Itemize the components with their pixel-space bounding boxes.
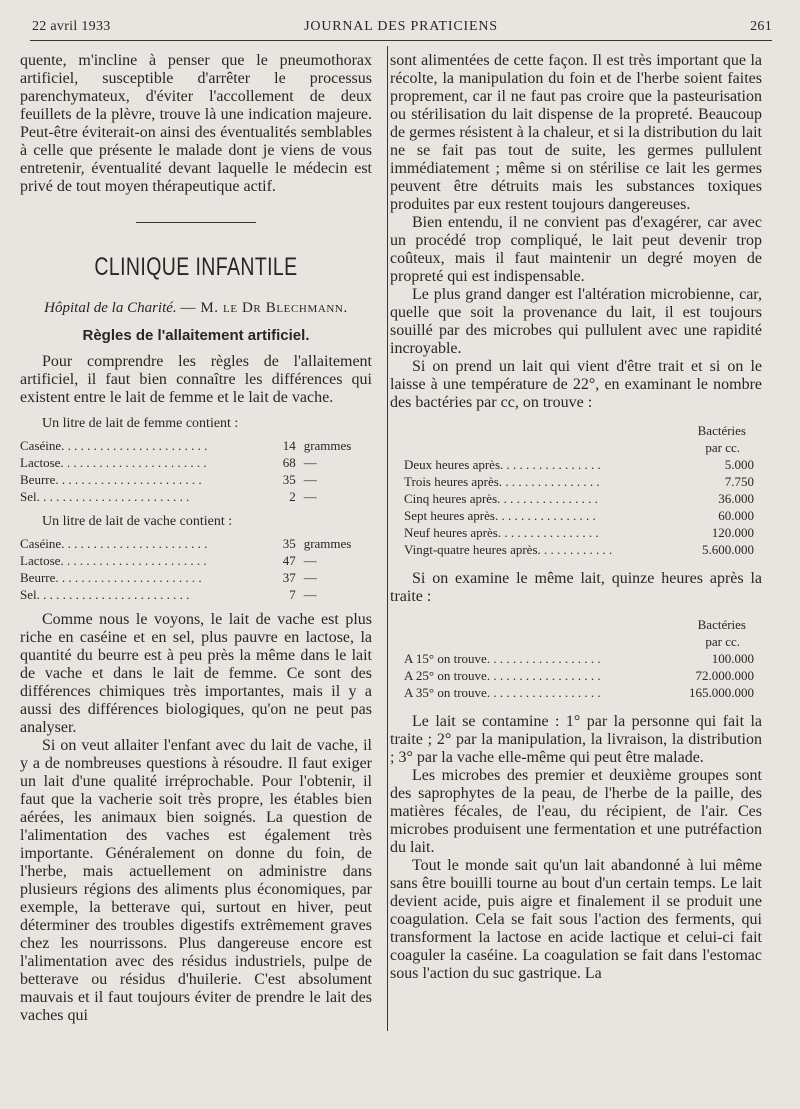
table-row xyxy=(404,507,754,524)
spacer xyxy=(390,558,762,570)
table-row xyxy=(20,471,372,488)
article-title: Règles de l'allaitement artificiel. xyxy=(82,327,310,344)
spacer xyxy=(390,701,762,713)
vache-table-heading: Un litre de lait de vache contient : xyxy=(42,514,233,529)
row-label: Sel xyxy=(20,489,37,504)
author-name: — M. le Dr Blechmann. xyxy=(180,300,348,316)
dot-leader: . . . . . . . . . . . . xyxy=(537,542,613,557)
row-unit: — xyxy=(303,472,317,487)
paragraph: Bien entendu, il ne convient pas d'exagérer, car avec un procédé trop compliqué, le lait peut devenir trop coûteux, mais il faut maintenir un degré moyen de propreté qui est indispensable. xyxy=(390,214,762,285)
row-label: Sept heures après xyxy=(404,508,495,523)
right-column xyxy=(390,52,762,983)
row-label: Caséine xyxy=(20,438,62,453)
table-row xyxy=(404,650,754,667)
vache-composition-table xyxy=(20,535,372,603)
column-subheader: par cc. xyxy=(705,440,740,455)
dot-leader: . . . . . . . . . . . . . . . . . . . . . . . xyxy=(55,472,202,487)
paragraph: Les microbes des premier et deuxième groupes sont des saprophytes de la peau, de l'herbe de la paille, des matières fécales, de l'eau, du récipient, de l'air. Ces microbes produisent une fermentation et une putréfaction du lait. xyxy=(390,767,762,856)
row-label: A 35° on trouve xyxy=(404,685,487,700)
paragraph: Le lait se contamine : 1° par la personne qui fait la traite ; 2° par la manipulation, la livraison, la distribution ; 3° par la vache elle-même qui peut être malade. xyxy=(390,713,762,766)
paragraph: Tout le monde sait qu'un lait abandonné à lui même sans être bouilli tourne au bout d'un certain temps. Le lait devient acide, puis aigre et finalement il se produit une coagulation. Cela se fait sous l'action des ferments, qui transforment la lactose en acide lactique et celui-ci fait coaguler la caséine. La coagulation se fait dans l'estomac sous l'action du suc gastrique. La xyxy=(390,857,762,982)
journal-name: JOURNAL DES PRATICIENS xyxy=(304,19,498,34)
row-value: 7 xyxy=(289,587,296,602)
row-value: 60.000 xyxy=(718,508,754,523)
dot-leader: . . . . . . . . . . . . . . . . . . . . . . . . xyxy=(36,587,190,602)
row-label: Neuf heures après xyxy=(404,525,498,540)
dot-leader: . . . . . . . . . . . . . . . . . . . . . . . xyxy=(61,536,208,551)
paragraph: Si on veut allaiter l'enfant avec du lait de vache, il y a de nombreuses questions à résoudre. Il faut exiger un lait d'une qualité irréprochable. Pour l'obtenir, il faut que la vacherie soit très propre, les étables bien aérées, les animaux bien soignés. La question de l'alimentation des vaches est également très importante. Généralement on donne du foin, de l'herbe, mais actuellement on administre dans plusieurs régions des aliments plus économiques, par exemple, la betterave qui, surtout en hiver, peut déterminer des troubles digestifs extrêmement graves chez les nourrissons. Plus dangereuse encore est l'alimentation avec des résidus industriels, pulpe de betterave ou résidus d'huilerie. C'est absolument mauvais et il faut toujours éviter de prendre le lait des vaches qui xyxy=(20,737,372,1024)
page-header xyxy=(30,16,772,38)
row-value: 165.000.000 xyxy=(689,685,754,700)
column-subheader: par cc. xyxy=(705,634,740,649)
row-label: Vingt-quatre heures après xyxy=(404,542,538,557)
row-value: 35 xyxy=(282,536,296,551)
row-label: Cinq heures après xyxy=(404,491,498,506)
row-label: Lactose xyxy=(20,455,61,470)
row-value: 68 xyxy=(282,455,296,470)
row-value: 72.000.000 xyxy=(695,668,754,683)
femme-composition-table xyxy=(20,437,372,505)
article-subtitle xyxy=(20,299,372,317)
paragraph: Si on prend un lait qui vient d'être trait et si on le laisse à une température de 22°, en examinant le nombre des bactéries par cc, on trouve : xyxy=(390,358,762,411)
column-header: Bactéries xyxy=(697,423,746,438)
table-row xyxy=(404,541,754,558)
table-row xyxy=(20,535,372,552)
paragraph: Si on examine le même lait, quinze heures après la traite : xyxy=(390,570,762,605)
row-value: 7.750 xyxy=(724,474,754,489)
header-rule xyxy=(30,40,772,41)
dot-leader: . . . . . . . . . . . . . . . . . . . . . . . xyxy=(60,455,207,470)
section-title: CLINIQUE INFANTILE xyxy=(94,253,298,281)
row-label: Beurre xyxy=(20,472,56,487)
dot-leader: . . . . . . . . . . . . . . . . xyxy=(497,525,599,540)
bacteria-table-header xyxy=(390,422,762,456)
dot-leader: . . . . . . . . . . . . . . . . . . xyxy=(486,651,601,666)
column-divider xyxy=(387,46,388,1031)
dot-leader: . . . . . . . . . . . . . . . . . . xyxy=(486,668,601,683)
row-value: 37 xyxy=(282,570,296,585)
dot-leader: . . . . . . . . . . . . . . . . xyxy=(500,457,601,472)
row-value: 5.600.000 xyxy=(702,542,754,557)
issue-date: 22 avril 1933 xyxy=(32,19,111,34)
section-rule xyxy=(136,222,256,223)
row-value: 2 xyxy=(289,489,296,504)
row-value: 14 xyxy=(282,438,296,453)
row-label: Sel xyxy=(20,587,37,602)
dot-leader: . . . . . . . . . . . . . . . . . . xyxy=(486,685,601,700)
row-label: Lactose xyxy=(20,553,61,568)
row-unit: grammes xyxy=(303,536,352,551)
table-row xyxy=(404,524,754,541)
row-value: 36.000 xyxy=(718,491,754,506)
page-number: 261 xyxy=(750,19,772,34)
row-unit: — xyxy=(303,489,317,504)
left-column xyxy=(20,52,372,1025)
dot-leader: . . . . . . . . . . . . . . . . . . . . . . . xyxy=(61,438,208,453)
column-header: Bactéries xyxy=(697,617,746,632)
row-label: Trois heures après xyxy=(404,474,499,489)
dot-leader: . . . . . . . . . . . . . . . . . . . . . . . xyxy=(55,570,202,585)
dot-leader: . . . . . . . . . . . . . . . . . . . . . . . xyxy=(60,553,207,568)
row-label: Deux heures après xyxy=(404,457,501,472)
row-unit: — xyxy=(303,570,317,585)
row-value: 120.000 xyxy=(711,525,754,540)
dot-leader: . . . . . . . . . . . . . . . . . . . . . . . . xyxy=(36,489,190,504)
dot-leader: . . . . . . . . . . . . . . . . xyxy=(497,491,598,506)
table-row xyxy=(20,437,372,454)
table-row xyxy=(404,684,754,701)
femme-table-heading: Un litre de lait de femme contient : xyxy=(42,416,239,431)
table-row xyxy=(20,586,372,603)
row-label: A 15° on trouve xyxy=(404,651,487,666)
row-unit: — xyxy=(303,587,317,602)
dot-leader: . . . . . . . . . . . . . . . . xyxy=(498,474,600,489)
row-value: 100.000 xyxy=(711,651,754,666)
row-unit: — xyxy=(303,553,317,568)
row-value: 5.000 xyxy=(724,457,754,472)
bacteria-temperature-table xyxy=(404,650,754,701)
bacteria-table-header xyxy=(390,616,762,650)
row-label: Beurre xyxy=(20,570,56,585)
table-row xyxy=(404,473,754,490)
row-value: 35 xyxy=(282,472,296,487)
row-unit: grammes xyxy=(303,438,352,453)
hospital-name: Hôpital de la Charité. xyxy=(44,300,177,316)
table-row xyxy=(20,454,372,471)
table-row xyxy=(20,488,372,505)
table-row xyxy=(404,456,754,473)
paragraph: Le plus grand danger est l'altération microbienne, car, quelle que soit la provenance du lait, il est toujours souillé par des microbes qui pullulent avec une rapidité incroyable. xyxy=(390,286,762,357)
row-label: Caséine xyxy=(20,536,62,551)
table-row xyxy=(404,667,754,684)
table-row xyxy=(20,569,372,586)
row-unit: — xyxy=(303,455,317,470)
row-label: A 25° on trouve xyxy=(404,668,487,683)
paragraph: Comme nous le voyons, le lait de vache est plus riche en caséine et en sel, plus pauvre en lactose, la quantité du beurre est à peu près la même dans le lait de vache et dans le lait de femme. Ce sont des différences chimiques très importantes, mais il y a aussi des différences biologiques, qu'on ne peut pas analyser. xyxy=(20,611,372,736)
table-row xyxy=(404,490,754,507)
spacer xyxy=(20,603,372,611)
intro-paragraph: quente, m'incline à penser que le pneumothorax artificiel, susceptible d'arrêter le processus parenchymateux, d'éviter l'accollement de deux feuillets de la plèvre, trouve là une indication majeure. Peut-être éviterait-on ainsi des éventualités semblables à celle que présente le malade dont je viens de vous entretenir, éventualité devant laquelle le médecin est privé de tout moyen thérapeutique actif. xyxy=(20,52,372,195)
bacteria-time-table xyxy=(404,456,754,558)
dot-leader: . . . . . . . . . . . . . . . . xyxy=(494,508,596,523)
row-value: 47 xyxy=(282,553,296,568)
paragraph: Pour comprendre les règles de l'allaitement artificiel, il faut bien connaître les différences qui existent entre le lait de femme et le lait de vache. xyxy=(20,353,372,406)
table-row xyxy=(20,552,372,569)
paragraph: sont alimentées de cette façon. Il est très important que la récolte, la manipulation du foin et de l'herbe soient faites proprement, car il ne faut pas croire que la pasteurisation ou stérilisation du lait dispense de la propreté. Beaucoup de germes résistent à la chaleur, et si la distribution du lait ne se fait pas tout de suite, les germes pullulent immédiatement ; même si on stérilise ce lait les germes peuvent être détruits mais les substances toxiques produites par eux restent toujours dangereuses. xyxy=(390,52,762,213)
